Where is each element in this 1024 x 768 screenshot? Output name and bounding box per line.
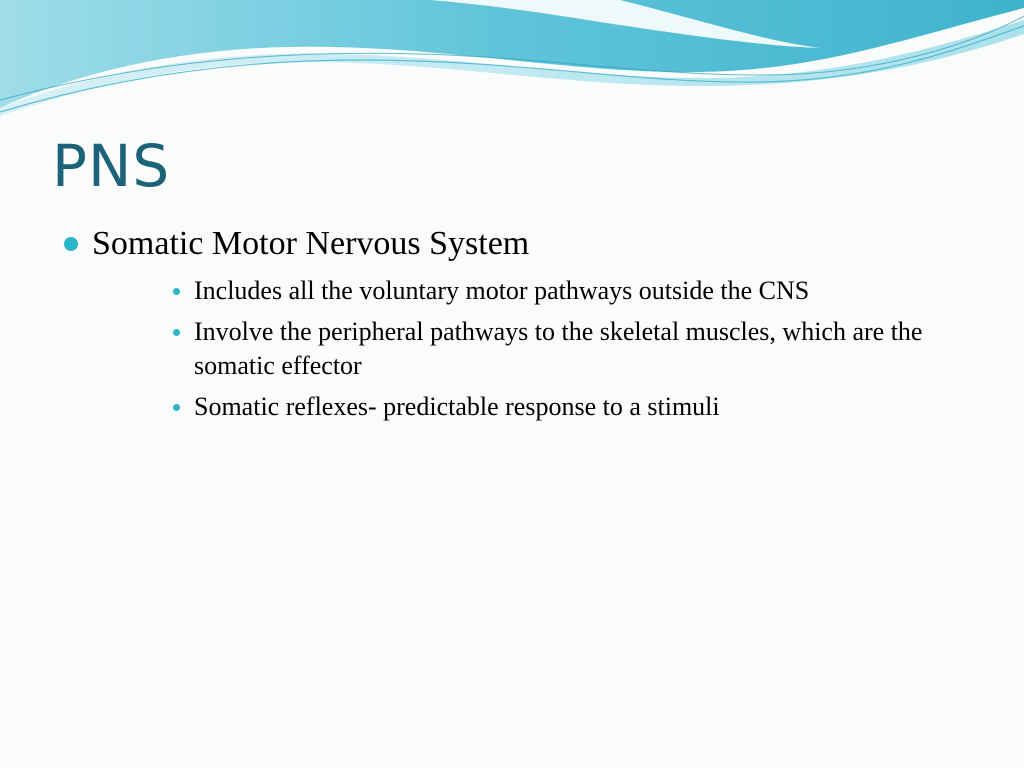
sub-bullet-dot-icon bbox=[173, 404, 180, 411]
sub-bullet-item bbox=[194, 274, 984, 308]
wave-header-decoration bbox=[0, 0, 1024, 130]
slide-title: PNS bbox=[52, 132, 171, 200]
sub-bullet-text: Somatic reflexes- predictable response to a stimuli bbox=[194, 392, 720, 421]
bullet-dot-icon bbox=[64, 237, 78, 251]
sub-bullet-item bbox=[194, 390, 984, 424]
sub-bullet-list bbox=[194, 274, 984, 431]
wave-band-main bbox=[0, 0, 1024, 108]
sub-bullet-dot-icon bbox=[173, 329, 180, 336]
sub-bullet-text: Includes all the voluntary motor pathways outside the CNS bbox=[194, 276, 810, 305]
bullet-level-1: Somatic Motor Nervous System bbox=[92, 225, 530, 262]
sub-bullet-text: Involve the peripheral pathways to the skeletal muscles, which are the somatic effector bbox=[194, 317, 923, 380]
sub-bullet-item bbox=[194, 315, 984, 383]
sub-bullet-dot-icon bbox=[173, 288, 180, 295]
